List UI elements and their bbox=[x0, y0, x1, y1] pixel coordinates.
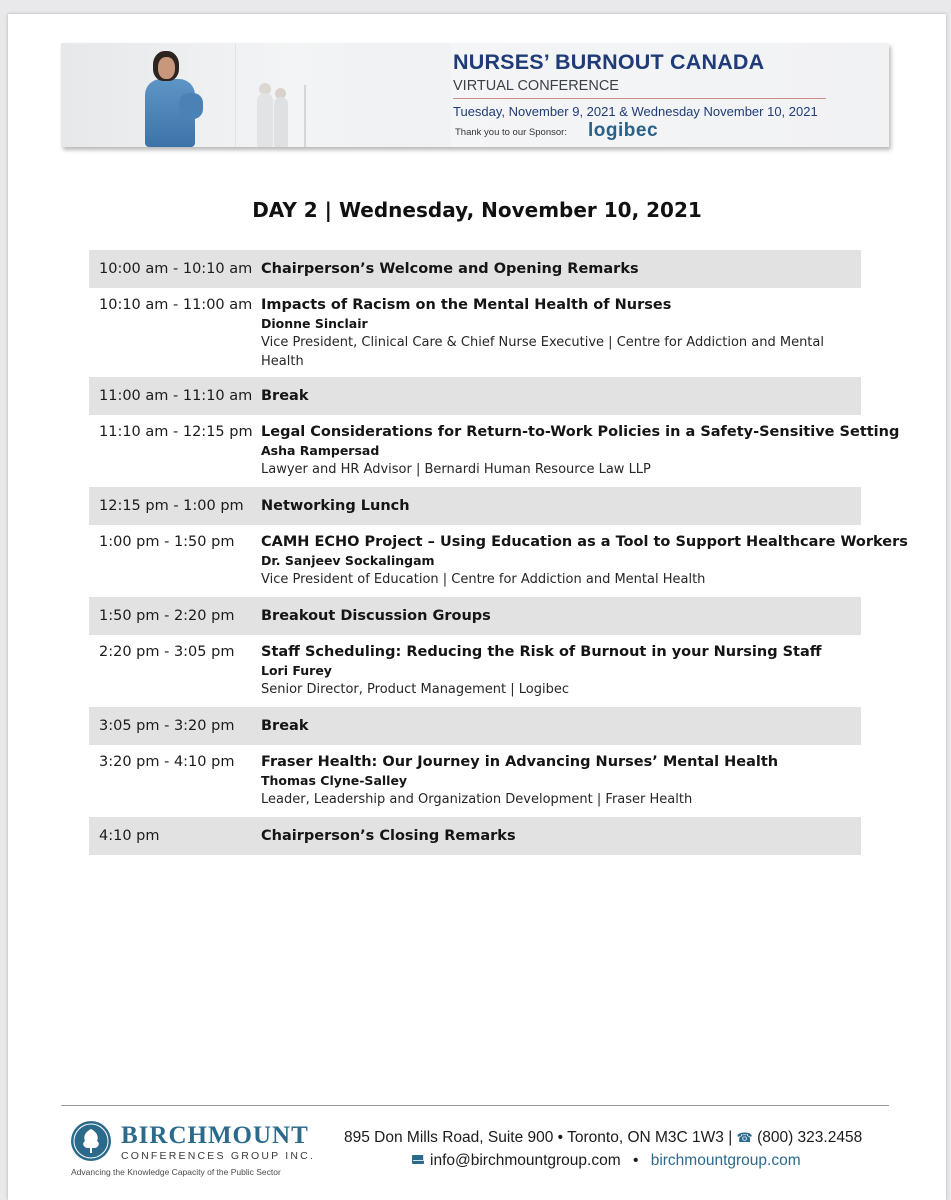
session-time: 1:00 pm - 1:50 pm bbox=[99, 534, 235, 550]
schedule-table bbox=[89, 250, 908, 855]
session-speaker: Asha Rampersad bbox=[261, 443, 380, 458]
session-time: 11:00 am - 11:10 am bbox=[99, 387, 253, 404]
company-email[interactable]: info@birchmountgroup.com bbox=[430, 1152, 621, 1169]
company-phone[interactable]: (800) 323.2458 bbox=[757, 1129, 863, 1146]
schedule-row bbox=[89, 745, 861, 817]
schedule-row bbox=[89, 288, 861, 377]
session-speaker-role: Vice President, Clinical Care & Chief Nurse Executive | Centre for Addiction and Mental Health bbox=[261, 335, 824, 369]
footer-address-line bbox=[344, 1129, 862, 1147]
session-time: 4:10 pm bbox=[99, 827, 160, 844]
company-subtitle: CONFERENCES GROUP INC. bbox=[121, 1150, 316, 1162]
footer-contact-line bbox=[412, 1152, 801, 1170]
session-time: 3:05 pm - 3:20 pm bbox=[99, 717, 235, 734]
schedule-row bbox=[89, 707, 861, 745]
schedule-row bbox=[89, 597, 861, 635]
schedule-row bbox=[89, 525, 908, 597]
schedule-row bbox=[89, 415, 900, 487]
banner-dates: Tuesday, November 9, 2021 & Wednesday November 10, 2021 bbox=[453, 104, 818, 119]
session-time: 3:20 pm - 4:10 pm bbox=[99, 754, 235, 770]
session-time: 10:00 am - 10:10 am bbox=[99, 260, 253, 277]
session-title: Chairperson’s Welcome and Opening Remarks bbox=[261, 260, 639, 277]
phone-icon: ☎ bbox=[736, 1130, 753, 1145]
session-speaker-role: Vice President of Education | Centre for Addiction and Mental Health bbox=[261, 572, 706, 587]
footer-separator: • bbox=[632, 1152, 639, 1169]
conference-banner bbox=[61, 43, 889, 147]
company-tagline: Advancing the Knowledge Capacity of the Public Sector bbox=[71, 1167, 281, 1177]
banner-subtitle: VIRTUAL CONFERENCE bbox=[453, 78, 619, 94]
session-speaker-role: Leader, Leadership and Organization Development | Fraser Health bbox=[261, 792, 693, 807]
session-title: Networking Lunch bbox=[261, 497, 410, 514]
session-time: 1:50 pm - 2:20 pm bbox=[99, 607, 235, 624]
session-speaker: Thomas Clyne-Salley bbox=[261, 773, 408, 788]
sponsor-text: Thank you to our Sponsor: bbox=[455, 127, 567, 138]
session-time: 10:10 am - 11:00 am bbox=[99, 297, 253, 313]
birchmount-logo-tree-icon bbox=[71, 1121, 111, 1161]
company-address: 895 Don Mills Road, Suite 900 • Toronto, ON M3C 1W3 | bbox=[344, 1129, 733, 1146]
sponsor-logo: logibec bbox=[588, 120, 659, 141]
day-title: DAY 2 | Wednesday, November 10, 2021 bbox=[252, 198, 702, 222]
session-title: Fraser Health: Our Journey in Advancing Nurses’ Mental Health bbox=[261, 754, 779, 770]
footer-divider bbox=[61, 1105, 889, 1106]
session-time: 2:20 pm - 3:05 pm bbox=[99, 644, 235, 660]
company-name: BIRCHMOUNT bbox=[121, 1122, 309, 1149]
session-title: Legal Considerations for Return-to-Work Policies in a Safety-Sensitive Setting bbox=[261, 424, 900, 440]
schedule-row bbox=[89, 635, 861, 707]
schedule-row bbox=[89, 250, 861, 288]
session-speaker-role: Lawyer and HR Advisor | Bernardi Human Resource Law LLP bbox=[261, 462, 651, 477]
session-title: CAMH ECHO Project – Using Education as a Tool to Support Healthcare Workers bbox=[261, 534, 908, 550]
banner-title: NURSES’ BURNOUT CANADA bbox=[453, 50, 765, 74]
banner-divider bbox=[453, 98, 826, 99]
session-speaker: Dr. Sanjeev Sockalingam bbox=[261, 553, 435, 568]
session-title: Staff Scheduling: Reducing the Risk of Burnout in your Nursing Staff bbox=[261, 644, 822, 660]
document-page bbox=[8, 14, 946, 1200]
session-title: Break bbox=[261, 717, 309, 734]
session-speaker: Dionne Sinclair bbox=[261, 316, 368, 331]
session-time: 11:10 am - 12:15 pm bbox=[99, 424, 253, 440]
session-title: Impacts of Racism on the Mental Health of Nurses bbox=[261, 297, 672, 313]
banner-photo bbox=[61, 43, 443, 147]
session-title: Chairperson’s Closing Remarks bbox=[261, 827, 516, 844]
session-speaker-role: Senior Director, Product Management | Logibec bbox=[261, 682, 570, 697]
session-title: Break bbox=[261, 387, 309, 404]
session-time: 12:15 pm - 1:00 pm bbox=[99, 497, 244, 514]
session-speaker: Lori Furey bbox=[261, 663, 332, 678]
schedule-row bbox=[89, 487, 861, 525]
email-icon bbox=[412, 1155, 424, 1164]
session-title: Breakout Discussion Groups bbox=[261, 607, 491, 624]
schedule-row bbox=[89, 817, 861, 855]
company-website-link[interactable]: birchmountgroup.com bbox=[650, 1152, 801, 1169]
schedule-row bbox=[89, 377, 861, 415]
